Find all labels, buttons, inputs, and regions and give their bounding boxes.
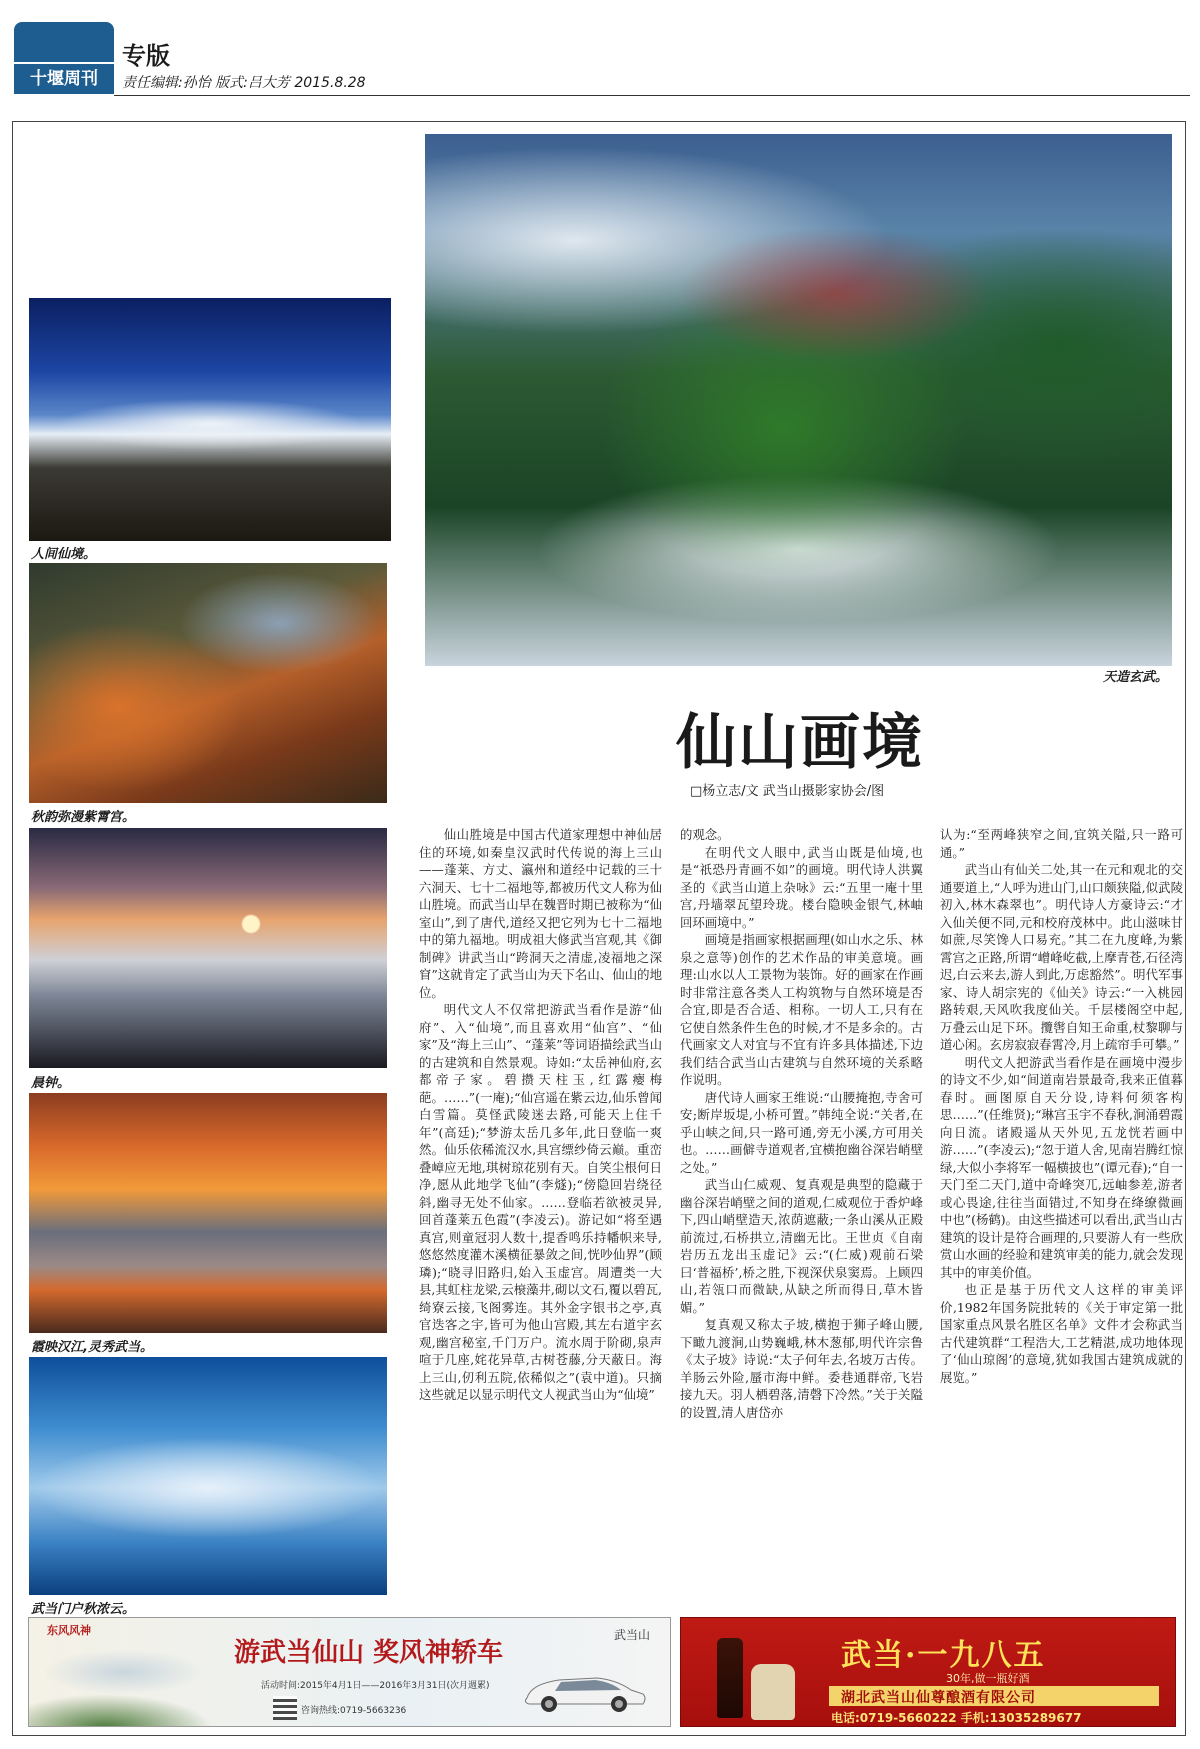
- paragraph: 武当山有仙关二处,其一在元和观北的交通要道上,“人呼为进山门,山口颇狭隘,似武陵初入,林木森翠也”。明代诗人方豪诗云:“才入仙关便不同,元和校府茂林中。此山滋味甘如蔗,尽笑馋人口易充。”其二在九度峰,为紫霄宫之正路,所谓“嶒峰屹截,上摩青苍,石径湾迟,白云来去,游人到此,万虑豁然”。明代军事家、诗人胡宗宪的《仙关》诗云:“一入桃园路转艰,天风吹我度仙关。千层楼阁空中起,万叠云山足下环。攬辔自知王命重,杖黎聊与道心闲。玄房寂寂春霄冷,月上疏帘手可攀。”: [940, 862, 1183, 1052]
- paragraph: 复真观又称太子坡,横抱于狮子峰山腰,下瞰九渡涧,山势巍峨,林木葱郁,明代许宗鲁《太子坡》诗说:“太子何年去,名坡万古传。羊肠云外险,蜃市海中鲜。委巷通群帝,飞岩接九天。羽人栖碧落,清磬下冷然。”关于关隘的设置,清人唐岱亦: [680, 1317, 923, 1420]
- section-logo: [14, 22, 114, 92]
- section-name: 专版: [122, 42, 170, 70]
- paragraph: 也正是基于历代文人这样的审美评价,1982年国务院批转的《关于审定第一批国家重点风景名胜区名单》文件才会称武当古代建筑群“工程浩大,工艺精湛,成功地体现了‘仙山琼阁’的意境,犹如我国古建筑成就的展览。”: [940, 1282, 1183, 1385]
- main-photo-caption: 天造玄武。: [1102, 670, 1168, 685]
- ad1-phone: 咨询热线:0719-5663236: [301, 1706, 407, 1716]
- ad1-mountain-image: [29, 1648, 219, 1727]
- ad-fengshen-car-promotion[interactable]: [28, 1617, 671, 1727]
- ad1-logo: 武当山: [613, 1628, 650, 1642]
- logo-label: 十堰周刊: [14, 62, 114, 94]
- paragraph: 唐代诗人画家王维说:“山腰掩抱,寺舍可安;断岸坂堤,小桥可置。”韩纯全说:“关者,在乎山峡之间,只一路可通,旁无小溪,方可用关也。……画僻寺道观者,宜横抱幽谷深岩峭壁之处。”: [680, 1089, 923, 1175]
- masthead-rule: [114, 95, 1190, 96]
- paragraph: 的观念。: [680, 827, 730, 842]
- photo5-caption: 武当门户秋浓云。: [31, 1602, 136, 1617]
- photo4-caption: 霞映汉江,灵秀武当。: [31, 1340, 153, 1355]
- paragraph: 仙山胜境是中国古代道家理想中神仙居住的环境,如秦皇汉武时代传说的海上三山——蓬莱、方丈、瀛州和道经中记载的三十六洞天、七十二福地等,都被历代文人称为仙山胜境。而武当山早在魏晋时期已被称为“仙室山”,到了唐代,道经又把它列为七十二福地中的第九福地。明成祖大修武当宫观,其《御制碑》讲武当山“跨洞天之清虚,凌福地之深窅”这就肯定了武当山为天下名山、仙山的地位。: [419, 827, 662, 1000]
- liquor-jar-image: [751, 1664, 795, 1720]
- photo2-caption: 秋韵弥漫紫霄宫。: [31, 810, 136, 825]
- article-column-3: [940, 826, 1183, 1606]
- qr-code-icon: [273, 1696, 297, 1720]
- article-byline: □杨立志/文 武当山摄影家协会/图: [690, 784, 885, 799]
- car-icon: [519, 1666, 649, 1714]
- paragraph: 认为:“至两峰狭窄之间,宜筑关隘,只一路可通。”: [940, 827, 1183, 860]
- article-title: 仙山画境: [676, 708, 924, 778]
- ad2-slogan: 30年,做一瓶好酒: [946, 1672, 1030, 1685]
- photo1-caption: 人间仙境。: [31, 547, 97, 562]
- article-column-2: [680, 826, 923, 1606]
- photo-wudang-gateway-clouds: [29, 1357, 387, 1595]
- logo-top-panel: [14, 22, 114, 62]
- liquor-bottle-image: [717, 1638, 743, 1718]
- paragraph: 武当山仁威观、复真观是典型的隐藏于幽谷深岩峭壁之间的道观,仁威观位于香炉峰下,四山峭壁造天,浓荫遮蔽;一条山溪从正殿前流过,石桥拱立,清幽无比。王世贞《自南岩历五龙出玉虚记》云:“(仁威)观前石梁曰‘普福桥’,桥之胜,下视深伏泉窦焉。上顾四山,若瓴口而微缺,从缺之所而得日,草木皆媚。”: [680, 1177, 923, 1315]
- photo3-caption: 晨钟。: [31, 1076, 71, 1091]
- article-column-1: [419, 826, 662, 1606]
- photo-hanjiang-sunset: [29, 1093, 387, 1333]
- paragraph: 明代文人不仅常把游武当看作是游“仙府”、入“仙境”,而且喜欢用“仙宫”、“仙家”及“海上三山”、“蓬莱”等词语描绘武当山的古建筑和自然景观。诗如:“太岳神仙府,玄都帝子家。碧攒天柱玉,红露瘿梅葩。……”(一庵);“仙宫遥在紫云边,仙乐曾闻白雪篇。莫怪武陵迷去路,可能天上住千年”(高廷);“梦游太岳几多年,此日登临一爽然。仙乐依稀流汉水,具宫缥纱倚云巅。重峦叠嶂应无地,琪树琼花别有天。自笑尘根何日净,愿从此地学飞仙”(李燧);“傍隐回岩绕径斜,幽寻无处不仙家。……登临若欲被灵异,回首蓬莱五色霞”(李凌云)。游记如“将至遇真宫,则童冠羽人数十,提香鸣乐持幡帜来导,悠悠然度灌木溪横征暴敛之间,恍吵仙界”(顾璘);“晓寻旧路归,始入玉虚宫。周遭类一大县,其虹柱龙梁,云榱藻井,砌以文石,覆以碧瓦,绮寮云接,飞阁雾连。其外金字银书之亭,真官迭客之宇,皆可为他山宫殿,其左右道宇玄观,幽宫秘室,千门万户。流水周于阶砌,泉声喧于几座,姹花异草,古树苍藤,分天蔽日。海上三山,仞利五院,依稀似之”(袁中道)。只摘这些就足以显示明代文人视武当山为“仙境”: [419, 1002, 662, 1402]
- paragraph: 在明代文人眼中,武当山既是仙境,也是“祇恐丹青画不如”的画境。明代诗人洪翼圣的《武当山道上杂咏》云:“五里一庵十里宫,丹墙翠瓦望玲珑。楼台隐映金银气,林岫回环画境中。”: [680, 844, 923, 930]
- paragraph: 画境是指画家根据画理(如山水之乐、林泉之意等)创作的艺术作品的审美意境。画理:山水以人工景物为装饰。好的画家在作画时非常注意各类人工构筑物与自然环境是否合宜,即是否合适、相称。一切人工,只有在它使自然条件生色的时候,才不是多余的。古代画家文人对宜与不宜有许多具体描述,下边我们结合武当山古建筑与自然环境的关系略作说明。: [680, 932, 923, 1087]
- ad1-title: 游武当仙山 奖风神轿车: [234, 1638, 504, 1668]
- ad2-company: 湖北武当山仙尊酿酒有限公司: [841, 1690, 1036, 1706]
- ad2-brand: 武当·一九八五: [841, 1638, 1046, 1673]
- editor-line: 责任编辑:孙怡 版式:吕大芳 2015.8.28: [122, 75, 366, 91]
- ad1-brand: 东风风神: [47, 1624, 91, 1637]
- ad1-dates: 活动时间:2015年4月1日——2016年3月31日(次月週累): [261, 1681, 490, 1691]
- photo-zixiao-palace-autumn: [29, 563, 387, 803]
- photo-morning-bell: [29, 828, 387, 1068]
- ad2-contact: 电话:0719-5660222 手机:13035289677: [831, 1711, 1082, 1725]
- paragraph: 明代文人把游武当看作是在画境中漫步的诗文不少,如“间道南岩景最奇,我来正值暮春时。画图原自天分设,诗料何须客构思……”(任维贤);“琳宫玉宇不春秋,涧涌碧霞向日流。诸殿遥从天外见,五龙恍若画中游……”(李凌云);“忽于道人舍,见南岩腾红惊绿,大似小李将军一幅横披也”(谭元春);“自一天门至二天门,道中奇峰突兀,远岫参差,游者或心畏途,往往当面错过,不知身在绛缭微画中也”(杨鹤)。由这些描述可以看出,武当山古建筑的设计是符合画理的,只要游人有一些欣赏山水画的经验和建筑审美的能力,就会发现其中的审美价值。: [940, 1054, 1183, 1280]
- photo-renjian-xianjing: [29, 298, 391, 541]
- ad-wudang-liquor[interactable]: [680, 1617, 1176, 1727]
- main-photo-tianzao-xuanwu: [425, 134, 1172, 666]
